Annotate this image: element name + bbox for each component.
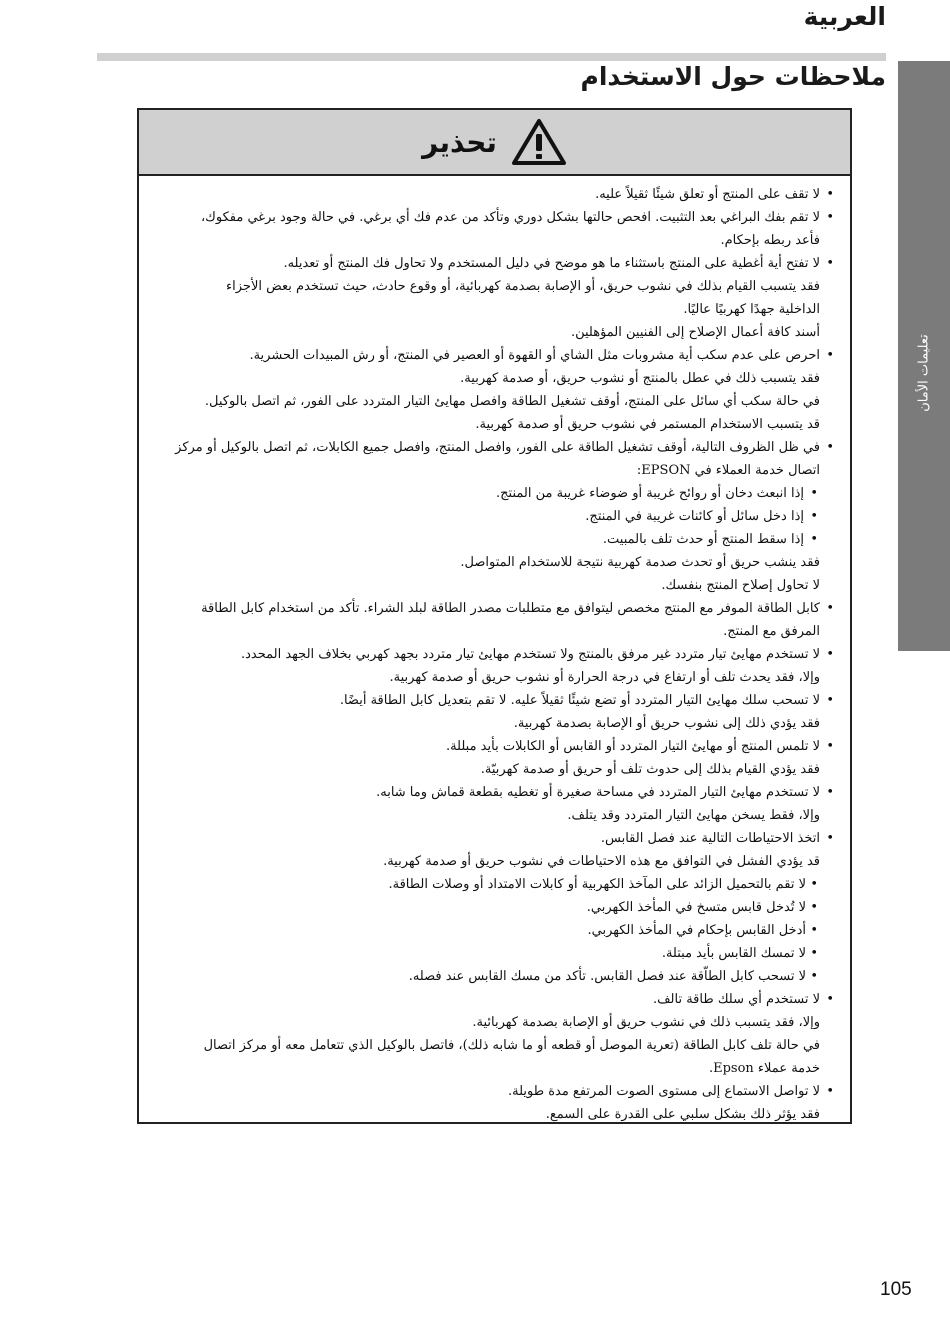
sub-bullet-item: • إذا دخل سائل أو كائنات غريبة في المنتج. bbox=[153, 505, 836, 528]
bullet-item: • كابل الطاقة الموفر مع المنتج مخصص ليتوافق مع متطلبات مصدر الطاقة لبلد الشراء. تأكد من استخدام كابل الطاقة bbox=[153, 597, 836, 620]
sub-bullet-item: • أدخل القابس بإحكام في المأخذ الكهربي. bbox=[153, 919, 836, 942]
side-tab bbox=[898, 61, 950, 651]
continuation-line: في حالة تلف كابل الطاقة (تعرية الموصل أو قطعه أو ما شابه ذلك)، فاتصل بالوكيل الذي تتعامل معه أو مركز اتصال bbox=[203, 1038, 820, 1053]
bullet-item: • في ظل الظروف التالية، أوقف تشغيل الطاقة على الفور، وافصل المنتج، وافصل جميع الكابلات، ثم اتصل بالوكيل أو مركز bbox=[153, 436, 836, 459]
continuation-line: قد يؤدي الفشل في التوافق مع هذه الاحتياطات في نشوب حريق أو صدمة كهربية. bbox=[383, 854, 820, 869]
continuation-line: فقد ينشب حريق أو تحدث صدمة كهربية نتيجة للاستخدام المتواصل. bbox=[460, 555, 820, 570]
continuation-line: فقد يتسبب القيام بذلك في نشوب حريق، أو الإصابة بصدمة كهربائية، أو وقوع حادث، حيث تستخدم بعض الأجزاء bbox=[226, 279, 820, 294]
warning-list bbox=[139, 176, 850, 1126]
bullet-item: • لا تقف على المنتج أو تعلق شيئًا ثقيلاً عليه. bbox=[153, 183, 836, 206]
language-title: العربية bbox=[803, 2, 886, 31]
bullet-item: • لا تفتح أية أغطية على المنتج باستثناء ما هو موضح في دليل المستخدم ولا تحاول فك المنتج أو تعديله. bbox=[153, 252, 836, 275]
warning-header bbox=[139, 110, 850, 176]
continuation-line: اتصال خدمة العملاء في EPSON: bbox=[636, 463, 820, 478]
continuation-line: فقد يؤدي ذلك إلى نشوب حريق أو الإصابة بصدمة كهربية. bbox=[513, 716, 820, 731]
sub-bullet-item: • لا تسحب كابل الطاّقة عند فصل القابس. تأكد من مسك القابس عند فصله. bbox=[153, 965, 836, 988]
bullet-item: • لا تواصل الاستماع إلى مستوى الصوت المرتفع مدة طويلة. bbox=[153, 1080, 836, 1103]
continuation-line: وإلا، فقط يسخن مهايئ التيار المتردد وقد يتلف. bbox=[567, 808, 820, 823]
page-number: 105 bbox=[880, 1279, 912, 1300]
warning-triangle-icon bbox=[511, 118, 567, 166]
sub-bullet-item: • لا تُدخل قابس متسخ في المأخذ الكهربي. bbox=[153, 896, 836, 919]
continuation-line: وإلا، فقد يتسبب ذلك في نشوب حريق أو الإصابة بصدمة كهربائية. bbox=[472, 1015, 820, 1030]
continuation-line: خدمة عملاء Epson. bbox=[708, 1061, 820, 1076]
continuation-line: فقد يؤدي القيام بذلك إلى حدوث تلف أو حريق أو صدمة كهربيّة. bbox=[480, 762, 820, 777]
continuation-line: لا تحاول إصلاح المنتج بنفسك. bbox=[661, 578, 820, 593]
bullet-item: • لا تستخدم أي سلك طاقة تالف. bbox=[153, 988, 836, 1011]
bullet-item: • لا تستخدم مهايئ تيار متردد غير مرفق بالمنتج ولا تستخدم مهايئ تيار متردد بجهد كهربي بخلاف الجهد المحدد. bbox=[153, 643, 836, 666]
side-tab-label: تعليمات الأمان bbox=[916, 334, 932, 412]
sub-bullet-item: • إذا سقط المنتج أو حدث تلف بالمبيت. bbox=[153, 528, 836, 551]
continuation-line: الداخلية جهدًا كهربيًا عاليًا. bbox=[683, 302, 820, 317]
continuation-line: وإلا، فقد يحدث تلف أو ارتفاع في درجة الحرارة أو نشوب حريق أو صدمة كهربية. bbox=[389, 670, 820, 685]
section-title: ملاحظات حول الاستخدام bbox=[580, 62, 886, 91]
continuation-line: فقد يتسبب ذلك في عطل بالمنتج أو نشوب حريق، أو صدمة كهربية. bbox=[460, 371, 820, 386]
sub-bullet-item: • لا تقم بالتحميل الزائد على المآخذ الكهربية أو كابلات الامتداد أو وصلات الطاقة. bbox=[153, 873, 836, 896]
warning-box bbox=[137, 108, 852, 1124]
continuation-line: أسند كافة أعمال الإصلاح إلى الفنيين المؤهلين. bbox=[570, 325, 820, 340]
warning-label: تحذير bbox=[422, 125, 497, 159]
bullet-item: • لا تقم بفك البراغي بعد التثبيت. افحص حالتها بشكل دوري وتأكد من عدم فك أي برغي. في حالة وجود برغي مفكوك، bbox=[153, 206, 836, 229]
bullet-item: • احرص على عدم سكب أية مشروبات مثل الشاي أو القهوة أو العصير في المنتج، أو رش المبيدات الحشرية. bbox=[153, 344, 836, 367]
sub-bullet-item: • إذا انبعث دخان أو روائح غريبة أو ضوضاء غريبة من المنتج. bbox=[153, 482, 836, 505]
bullet-item: • لا تسحب سلك مهايئ التيار المتردد أو تضع شيئًا ثقيلاً عليه. لا تقم بتعديل كابل الطاقة أيضًا. bbox=[153, 689, 836, 712]
continuation-line: في حالة سكب أي سائل على المنتج، أوقف تشغيل الطاقة وافصل مهايئ التيار المتردد على الفور، ثم اتصل بالوكيل. bbox=[204, 394, 820, 409]
sub-bullet-item: • لا تمسك القابس بأيد مبتلة. bbox=[153, 942, 836, 965]
bullet-item: • اتخذ الاحتياطات التالية عند فصل القابس. bbox=[153, 827, 836, 850]
continuation-line: فقد يؤثر ذلك بشكل سلبي على القدرة على السمع. bbox=[545, 1107, 820, 1122]
bullet-item: • لا تستخدم مهايئ التيار المتردد في مساحة صغيرة أو تغطيه بقطعة قماش وما شابه. bbox=[153, 781, 836, 804]
continuation-line: فأعد ربطه بإحكام. bbox=[720, 233, 820, 248]
continuation-line: قد يتسبب الاستخدام المستمر في نشوب حريق أو صدمة كهربية. bbox=[475, 417, 820, 432]
bullet-item: • لا تلمس المنتج أو مهايئ التيار المتردد أو القابس أو الكابلات بأيد مبللة. bbox=[153, 735, 836, 758]
continuation-line: المرفق مع المنتج. bbox=[723, 624, 820, 639]
header-rule bbox=[97, 53, 886, 61]
